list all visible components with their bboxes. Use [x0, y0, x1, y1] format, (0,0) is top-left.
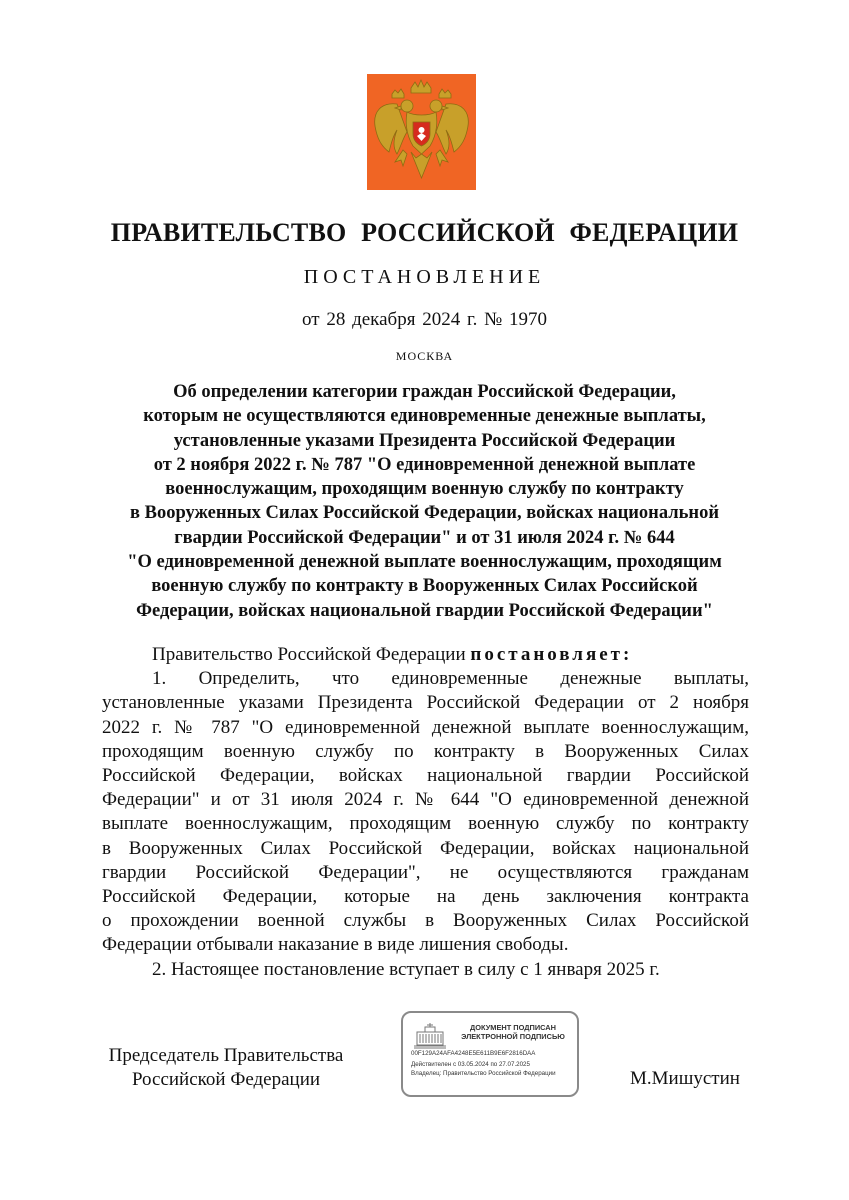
paragraph-1-line: Российской Федерации, войсках национальной гвардии Российской [102, 765, 749, 787]
document-city: МОСКВА [395, 349, 454, 363]
subject-line: гвардии Российской Федерации" и от 31 июля 2024 г. № 644 [174, 527, 675, 548]
electronic-signature-stamp [401, 1011, 579, 1097]
subject-line: военную службу по контракту в Вооруженных Силах Российской [151, 576, 698, 597]
stamp-title [451, 1023, 575, 1041]
subject-line: Федерации, войсках национальной гвардии Российской Федерации" [136, 600, 713, 621]
subject-line: которым не осуществляются единовременные денежные выплаты, [143, 406, 706, 427]
subject-line: Об определении категории граждан Российской Федерации, [173, 382, 676, 402]
paragraph-1-line: установленные указами Президента Российской Федерации от 2 ноября [102, 692, 749, 714]
stamp-certificate-number: 00F129A24AFA4248E5E611B9E6F2816DAA [411, 1050, 536, 1057]
stamp-title-line: ЭЛЕКТРОННОЙ ПОДПИСЬЮ [461, 1032, 565, 1041]
document-subject [90, 380, 759, 623]
paragraph-1-line: Российской Федерации, которые на день заключения контракта [102, 886, 749, 908]
stamp-title-line: ДОКУМЕНТ ПОДПИСАН [470, 1023, 556, 1032]
document-type: ПОСТАНОВЛЕНИЕ [303, 266, 546, 288]
subject-line: в Вооруженных Силах Российской Федерации, войсках национальной [129, 503, 719, 524]
paragraph-1-line: в Вооруженных Силах Российской Федерации, войсках национальной [102, 837, 749, 859]
paragraph-1-line: 1. Определить, что единовременные денежные выплаты, [152, 668, 749, 690]
document-body [102, 643, 749, 982]
government-building-icon [413, 1021, 447, 1049]
paragraph-1-line: Федерации отбывали наказание в виде лишения свободы. [102, 934, 569, 956]
document-date-number: от 28 декабря 2024 г. № 1970 [302, 309, 547, 330]
government-title: ПРАВИТЕЛЬСТВО РОССИЙСКОЙ ФЕДЕРАЦИИ [110, 218, 739, 247]
signatory-position-line: Председатель Правительства [108, 1045, 344, 1066]
paragraph-1-line: выплате военнослужащим, проходящим военную службу по контракту [102, 813, 749, 835]
paragraph-1-line: гвардии Российской Федерации", не осуществляются гражданам [102, 861, 749, 883]
paragraph-1-line: проходящим военную службу по контракту в Вооруженных Силах [102, 740, 749, 762]
signatory-name: М.Мишустин [630, 1068, 740, 1089]
stamp-validity: Действителен с 03.05.2024 по 27.07.2025 [411, 1061, 530, 1068]
paragraph-1-line: о прохождении военной службы в Вооруженных Силах Российской [102, 910, 749, 932]
subject-line: от 2 ноября 2022 г. № 787 "О единовременной денежной выплате [153, 454, 696, 475]
subject-line: установленные указами Президента Российской Федерации [173, 430, 676, 451]
coat-of-arms-emblem [367, 74, 476, 190]
paragraph-2: 2. Настоящее постановление вступает в силу с 1 января 2025 г. [152, 958, 660, 980]
lead-keyword: постановляет: [470, 644, 633, 665]
paragraph-1-line: Федерации" и от 31 июля 2024 г. № 644 "О единовременной денежной [102, 789, 749, 811]
paragraph-1-line: 2022 г. № 787 "О единовременной денежной выплате военнослужащим, [102, 716, 749, 738]
signatory-position-line: Российской Федерации [131, 1069, 321, 1090]
stamp-owner: Владелец: Правительство Российской Федерации [411, 1070, 556, 1077]
russian-coat-of-arms-icon [367, 74, 476, 190]
lead-text: Правительство Российской Федерации [152, 644, 471, 665]
subject-line: "О единовременной денежной выплате военнослужащим, проходящим [127, 552, 722, 573]
resolution-lead [102, 643, 749, 667]
subject-line: военнослужащим, проходящим военную службу по контракту [165, 479, 684, 500]
signatory-position [96, 1044, 356, 1092]
